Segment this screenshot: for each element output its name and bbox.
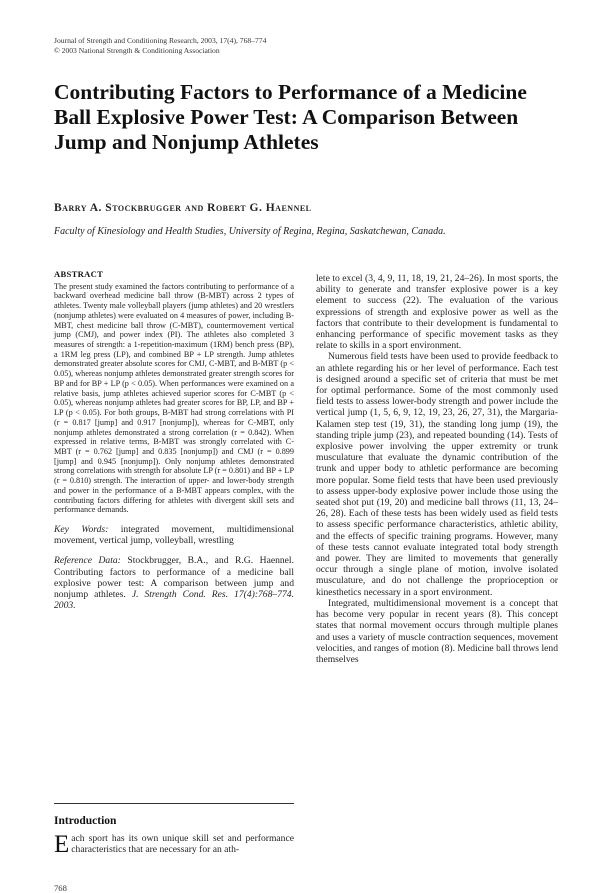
introduction-text: ach sport has its own unique skill set and performance characteristics that are necessary for an ath- [71, 833, 294, 856]
reference-data [54, 555, 294, 611]
body-column-right [316, 273, 558, 665]
reference-citation: J. Strength Cond. Res. 17(4):768–774. 2003. [54, 588, 294, 612]
author-list: Barry A. Stockbrugger and Robert G. Haennel [54, 202, 312, 214]
body-paragraph: Numerous field tests have been used to provide feedback to an athlete regarding his or her level of performance. Each test is designed around a specific set of criteria that must be met for optimal performance. Some of the most commonly used field tests to assess lower-body strength and power include the vertical jump (1, 5, 6, 9, 12, 19, 23, 26, 27, 31), the Margaria-Kalamen step test (19, 31), the standing long jump (19), the standing triple jump (23), and repeated bounding (14). Tests of explosive power involving the upper extremity or trunk musculature that evaluate the dynamic contribution of the trunk and upper body to athletic performance are becoming more popular. Some field tests that have been used previously to assess upper-body explosive power include those using the seated shot put (19, 20) and medicine ball throws (11, 13, 24–26, 28). Each of these tests has been widely used as field tests to assess specific performance characteristics, athletic ability, and the effects of specific training programs. However, many of these tests cannot evaluate integrated total body strength and power. They are limited to movements that generally occur through a single plane of motion, involve isolated musculature, and do not challenge the proprioception or kinesthetics necessary in a sport environment. [316, 351, 558, 598]
keywords [54, 524, 294, 546]
copyright-notice: © 2003 National Strength & Conditioning Association [54, 46, 220, 55]
abstract-body: The present study examined the factors contributing to performance of a backward overhead medicine ball throw (B-MBT) across 2 types of athletes. Twenty male volleyball players (jump athletes) and 20 wrestlers (nonjump athletes) were evaluated on 4 measures of power, including B-MBT, chest medicine ball throw (C-MBT), countermovement vertical jump (CMJ), and power index (PI). The athletes also completed 3 measures of strength: a 1-repetition-maximum (1RM) bench press (BP), a 1RM leg press (LP), and combined BP + LP strength. Jump athletes demonstrated greater absolute scores for CMJ, C-MBT, and B-MBT (p < 0.05), whereas nonjump athletes demonstrated greater strength scores for BP and for BP + LP (p < 0.05). When performances were examined on a relative basis, jump athletes achieved superior scores for C-MBT (p < 0.05), whereas nonjump athletes had greater scores for BP, LP, and BP + LP (p < 0.05). For both groups, B-MBT had strong correlations with PI (r = 0.817 [jump] and 0.917 [nonjump]), whereas for C-MBT, only nonjump athletes demonstrated a strong correlation (r = 0.842). When expressed in relative terms, B-MBT was strongly correlated with C-MBT (r = 0.762 [jump] and 0.835 [nonjump]) and CMJ (r = 0.899 [jump] and 0.945 [nonjump]). Only nonjump athletes demonstrated strong correlations with strength for absolute LP (r = 0.801) and BP + LP (r = 0.810) strength. The interaction of upper- and lower-body strength and power in the performance of a B-MBT appears complex, with the contributing factors differing for athletes with divergent skill sets and performance demands. [54, 281, 294, 515]
article-title: Contributing Factors to Performance of a Medicine Ball Explosive Power Test: A Comparison Between Jump and Nonjump Athletes [54, 80, 527, 154]
body-paragraph: lete to excel (3, 4, 9, 11, 18, 19, 21, 24–26). In most sports, the ability to generate and transfer explosive power is a key element to success (22). The evaluation of the various expressions of strength and explosive power as well as the factors that contribute to their development is fundamental to enhancing performance of specific movement tasks as they relate to skills in a sport environment. [316, 273, 558, 352]
abstract-heading: ABSTRACT [54, 269, 104, 279]
section-divider [54, 803, 294, 804]
keywords-text: integrated movement, multidimensional movement, vertical jump, volleyball, wrestling [54, 523, 294, 547]
reference-text: Stockbrugger, B.A., and R.G. Haennel. Contributing factors to performance of a medicine ball explosive power test: A comparison between jump and nonjump athletes. [54, 555, 294, 600]
author-affiliation: Faculty of Kinesiology and Health Studies, University of Regina, Regina, Saskatchewan, Canada. [54, 226, 446, 237]
abstract-column [54, 270, 294, 611]
introduction-heading: Introduction [54, 815, 117, 827]
body-paragraph: Integrated, multidimensional movement is a concept that has become very popular in recent years (8). This concept states that normal movement occurs through multiple planes and uses a variety of muscle contraction sequences, movement velocities, and ranges of motion (8). Medicine ball throws lend themselves [316, 597, 558, 665]
keywords-label: Key Words: [54, 523, 109, 535]
introduction-paragraph [54, 831, 294, 858]
journal-citation: Journal of Strength and Conditioning Research, 2003, 17(4), 768–774 [54, 36, 267, 45]
drop-cap: E [54, 831, 70, 858]
page-number: 768 [54, 883, 67, 893]
reference-label: Reference Data: [54, 555, 121, 567]
